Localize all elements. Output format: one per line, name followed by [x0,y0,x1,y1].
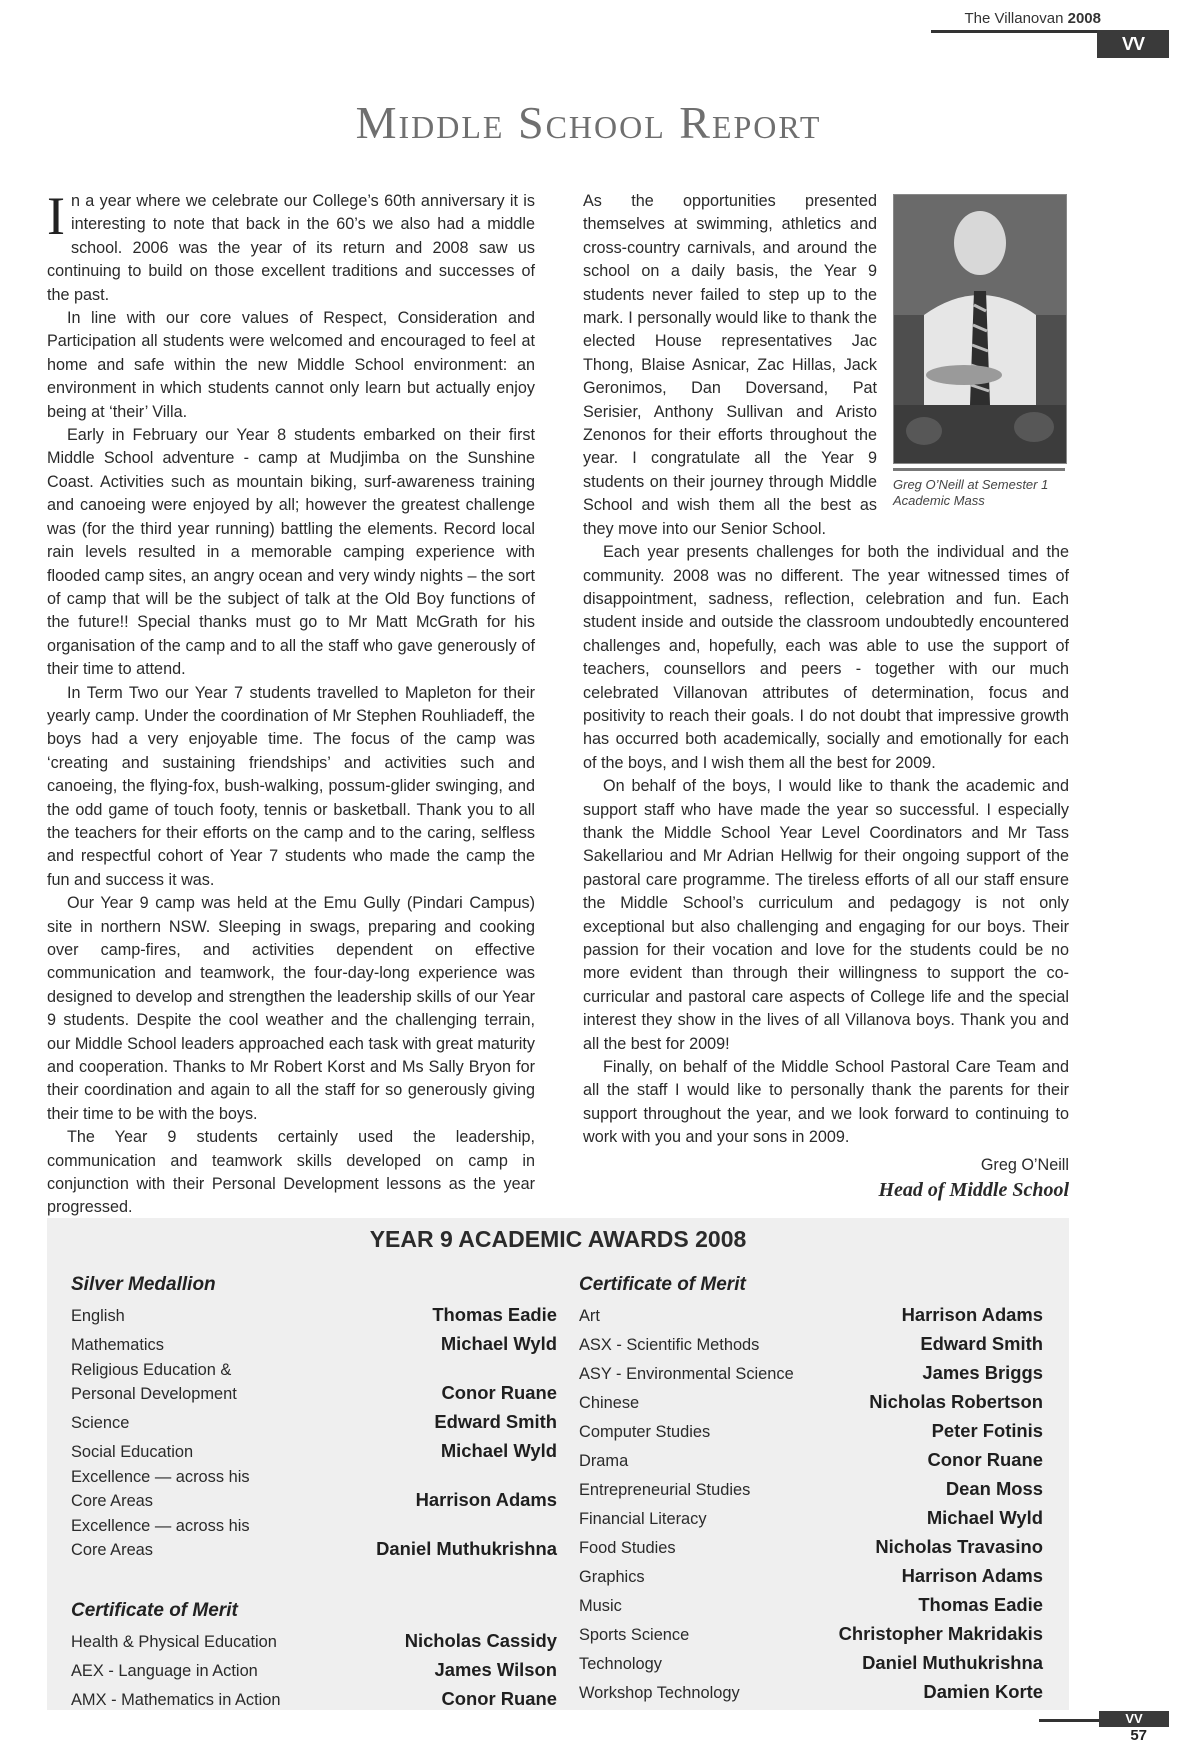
award-row [71,1406,557,1435]
photo-figure [893,194,1069,509]
photo-caption: Greg O’Neill at Semester 1 Academic Mass [893,477,1049,508]
left-column [47,186,535,1220]
paragraph-house-reps: As the opportunities presented themselves at swimming, athletics and cross-country carnivals, and around the school on a daily basis, the Year 9 students never failed to step up to the mark. I personally would like to thank the elected House representatives Jac Thong, Blaise Asnicar, Zac Hillas, Jack Geronimos, Dan Doversand, Pat Serisier, Anthony Sullivan and Aristo Zenonos for their efforts throughout the year. I congratulate all the Year 9 students on their journey through Middle School and wish them all the best as they move into our Senior School. [583,192,877,538]
award-recipient: Harrison Adams [415,1489,557,1510]
award-row [71,1683,557,1712]
award-subject: Workshop Technology [579,1684,740,1702]
award-subject: AEX - Language in Action [71,1662,258,1680]
merit-heading-right: Certificate of Merit [579,1274,746,1295]
award-subject: Excellence — across his Core Areas [71,1468,250,1510]
award-subject: Social Education [71,1443,194,1461]
footer-logo-icon [1099,1711,1169,1727]
photo-illustration [894,195,1066,463]
header-logo-text: VV [1121,33,1144,54]
award-recipient: Michael Wyld [440,1333,557,1354]
award-row [71,1299,557,1328]
awards-right-column [579,1270,1043,1705]
award-recipient: Daniel Muthukrishna [862,1652,1043,1673]
award-recipient: Peter Fotinis [931,1420,1043,1441]
award-row [579,1618,1043,1647]
award-recipient: Conor Ruane [441,1688,557,1709]
awards-panel [47,1218,1069,1710]
award-recipient: Nicholas Travasino [875,1536,1043,1557]
award-row [579,1357,1043,1386]
award-row [579,1415,1043,1444]
page-title: Middle School Report [355,97,822,148]
award-subject: Mathematics [71,1336,164,1354]
paragraph-intro [47,186,535,307]
running-header [937,8,1177,52]
award-subject: Music [579,1597,622,1615]
award-row [71,1625,557,1654]
award-subject: Chinese [579,1394,640,1412]
paragraph-year9-camp: Our Year 9 camp was held at the Emu Gully (Pindari Campus) site in northern NSW. Sleeping in swags, preparing and cooking over camp-fires, and activities dependent on effective communication and teamwork, the four-day-long experience was designed to develop and strengthen the leadership skills of our Year 9 students. Despite the cool weather and the challenging terrain, our Middle School leaders approached each task with great maturity and cooperation. Thanks to Mr Robert Korst and Ms Sally Bryon for their coordination and again to all the staff for so generously giving their time to be with the boys. [47,894,535,1123]
award-recipient: Harrison Adams [901,1304,1043,1325]
section-gap [71,1562,557,1596]
dropcap: I [47,186,65,246]
awards-left-column [71,1270,557,1712]
award-recipient: Conor Ruane [441,1382,557,1403]
award-subject: AMX - Mathematics in Action [71,1691,281,1709]
paragraph-year7-camp: In Term Two our Year 7 students travelled to Mapleton for their yearly camp. Under the coordination of Mr Stephen Rouhliadeff, the boys had a very enjoyable time. The focus of the camp was ‘creating and sustaining friendships’ and activities such and canoeing, the flying-fox, bush-walking, possum-glider swinging, and the odd game of touch footy, tennis or basketball. Thank you to all the teachers for their efforts on the camp and to the caring, selfless and respectful cohort of Year 7 students who made the camp the fun and success it was. [47,683,535,889]
award-subject: Technology [579,1655,662,1673]
award-subject: ASY - Environmental Science [579,1365,794,1383]
award-recipient: Daniel Muthukrishna [376,1538,557,1559]
award-recipient: Michael Wyld [440,1440,557,1461]
award-subject: Sports Science [579,1626,690,1644]
award-row [579,1444,1043,1473]
paragraph-thanks-parents: Finally, on behalf of the Middle School Pastoral Care Team and all the staff I would like to personally thank the parents for their support throughout the year, and we look forward to continuing to work with you and your sons in 2009. [583,1058,1069,1147]
publication-year: 2008 [1067,10,1101,27]
award-subject: Health & Physical Education [71,1633,277,1651]
award-recipient: Edward Smith [920,1333,1043,1354]
publication-name: The Villanovan [964,10,1064,27]
signature-name: Greg O’Neill [980,1155,1069,1174]
awards-title: YEAR 9 ACADEMIC AWARDS 2008 [369,1226,747,1252]
award-subject: English [71,1307,125,1325]
merit-heading-left: Certificate of Merit [71,1600,238,1621]
caption-rule [893,468,1065,471]
award-row [579,1531,1043,1560]
award-subject: Financial Literacy [579,1510,707,1528]
award-row [71,1654,557,1683]
award-row [579,1328,1043,1357]
award-subject: ASX - Scientific Methods [579,1336,760,1354]
paragraph-challenges: Each year presents challenges for both the individual and the community. 2008 was no different. The year witnessed times of disappointment, sadness, reflection, celebration and fun. Each student inside and outside the classroom undoubtedly encountered challenges and, hopefully, each was able to use the support of teachers, counsellors and peers - together with our much celebrated Villanovan attributes of determination, focus and positivity to reach their goals. I do not doubt that impressive growth has occurred both academically, socially and emotionally for each of the boys, and I wish them all the best for 2009. [583,543,1069,772]
award-recipient: Michael Wyld [926,1507,1043,1528]
award-recipient: Thomas Eadie [432,1304,557,1325]
award-recipient: Conor Ruane [927,1449,1043,1470]
award-row [71,1357,557,1406]
award-subject: Food Studies [579,1539,676,1557]
award-subject: Art [579,1307,600,1325]
award-recipient: James Briggs [922,1362,1043,1383]
award-row [579,1676,1043,1705]
award-subject: Drama [579,1452,629,1470]
award-row [71,1513,557,1562]
award-recipient: Nicholas Robertson [869,1391,1043,1412]
award-subject: Graphics [579,1568,645,1586]
award-recipient: Thomas Eadie [918,1594,1043,1615]
paragraph-leadership: The Year 9 students certainly used the leadership, communication and teamwork skills developed on camp in conjunction with their Personal Development lessons as the year progressed. [47,1128,535,1217]
villanova-logo-icon [1097,30,1169,58]
award-row [71,1435,557,1464]
header-rule [931,30,1101,33]
award-row [579,1560,1043,1589]
photo-greg-oneill [893,194,1067,464]
page-number: 57 [1130,1727,1147,1744]
award-subject: Excellence — across his Core Areas [71,1517,250,1559]
award-recipient: Christopher Makridakis [838,1623,1043,1644]
award-subject: Computer Studies [579,1423,711,1441]
paragraph-year8-camp: Early in February our Year 8 students embarked on their first Middle School adventure - camp at Mudjimba on the Sunshine Coast. Activities such as mountain biking, surf-awareness training and canoeing were enjoyed by all; however the greatest challenge was (for the third year running) battling the elements. Record local rain levels resulted in a memorable camping experience with flooded camp sites, an angry ocean and very windy nights – the sort of camp that will be the subject of talk at the Old Boy functions of the future!! Special thanks must go to Mr Matt McGrath for his organisation of the camp and to all the staff who gave generously of their time to attend. [47,426,535,679]
award-row [71,1464,557,1513]
award-row [579,1502,1043,1531]
paragraph-thanks-staff: On behalf of the boys, I would like to thank the academic and support staff who have made the year so successful. I especially thank the Middle School Year Level Coordinators and Mr Tass Sakellariou and Mr Adrian Hellwig for their ongoing support of the pastoral care programme. The tireless efforts of all our staff ensure the Middle School’s curriculum and pedagogy is not only exceptional but also challenging and engaging for our boys. Their passion for their vocation and love for the students could be no more evident than through their willingness to support the co-curricular and pastoral care aspects of College life and the special interest they show in the lives of all Villanova boys. Thank you and all the best for 2009! [583,777,1069,1053]
award-row [579,1589,1043,1618]
award-recipient: Harrison Adams [901,1565,1043,1586]
silver-medallion-heading: Silver Medallion [71,1274,216,1295]
award-recipient: Nicholas Cassidy [404,1630,557,1651]
award-row [579,1299,1043,1328]
publication-title [964,10,1101,27]
footer-rule [1039,1719,1099,1722]
award-subject: Religious Education & Personal Development [71,1361,237,1403]
award-row [579,1647,1043,1676]
award-row [579,1473,1043,1502]
award-row [579,1386,1043,1415]
paragraph-intro-text: n a year where we celebrate our College’s 60th anniversary it is interesting to note that back in the 60’s we also had a middle school. 2006 was the year of its return and 2008 saw us continuing to build on those excellent traditions and successes of the past. [47,192,535,304]
award-recipient: James Wilson [434,1659,557,1680]
signature-role: Head of Middle School [878,1179,1069,1202]
footer-logo-text: VV [1125,1711,1143,1726]
paragraph-values: In line with our core values of Respect, Consideration and Participation all students were welcomed and encouraged to feel at home and safe within the new Middle School environment: an environment in which students cannot only learn but actually enjoy being at ‘their’ Villa. [47,309,535,421]
award-recipient: Edward Smith [434,1411,557,1432]
award-subject: Entrepreneurial Studies [579,1481,751,1499]
award-recipient: Damien Korte [923,1681,1043,1702]
award-row [71,1328,557,1357]
right-column [583,190,1069,1203]
award-subject: Science [71,1414,130,1432]
award-recipient: Dean Moss [945,1478,1043,1499]
